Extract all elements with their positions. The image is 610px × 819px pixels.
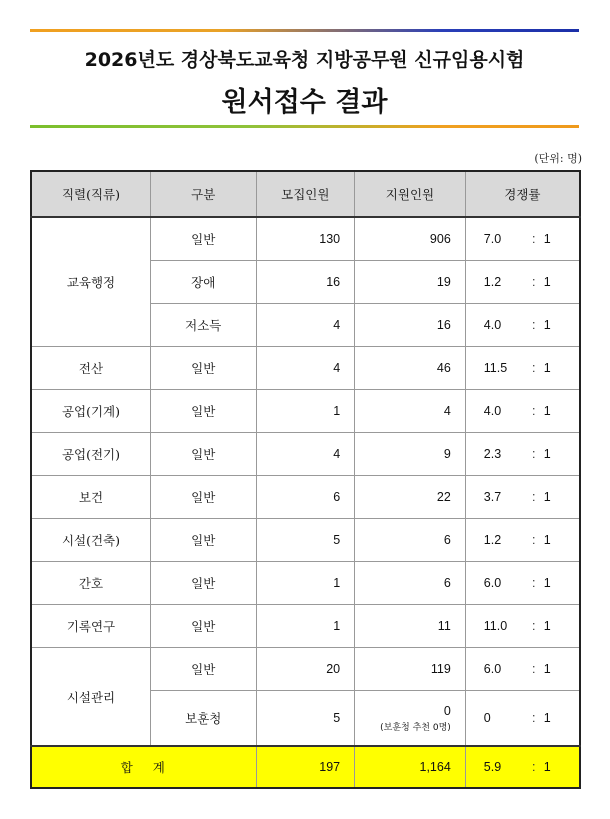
applicants-cell: 6 (355, 562, 466, 605)
ratio-cell: 6.0 : 1 (465, 648, 580, 691)
job-cell: 시설관리 (31, 648, 150, 747)
title-line-1: 2026년도 경상북도교육청 지방공무원 신규임용시험 (84, 49, 525, 71)
total-recruit: 197 (256, 746, 355, 788)
table-row (31, 519, 580, 562)
job-cell: 간호 (31, 562, 150, 605)
ratio-cell: 7.0 : 1 (465, 217, 580, 261)
col-header-recruit: 모집인원 (256, 171, 355, 217)
total-ratio: 5.9 : 1 (465, 746, 580, 788)
table-row (31, 390, 580, 433)
job-cell: 공업(기계) (31, 390, 150, 433)
applicants-cell: 906 (355, 217, 466, 261)
job-cell: 교육행정 (31, 217, 150, 347)
table-row (31, 433, 580, 476)
ratio-cell: 2.3 : 1 (465, 433, 580, 476)
table-row (31, 476, 580, 519)
recruit-cell: 130 (256, 217, 355, 261)
recruit-cell: 4 (256, 347, 355, 390)
ratio-cell: 4.0 : 1 (465, 304, 580, 347)
table-header-row (31, 171, 580, 217)
recruit-cell: 4 (256, 304, 355, 347)
ratio-cell: 1.2 : 1 (465, 261, 580, 304)
title-box (30, 29, 579, 128)
applicants-cell: 11 (355, 605, 466, 648)
recruit-cell: 1 (256, 390, 355, 433)
applicants-cell: 46 (355, 347, 466, 390)
type-cell: 일반 (150, 648, 256, 691)
applicants-cell: 119 (355, 648, 466, 691)
table-row (31, 648, 580, 691)
title-top-bar (30, 29, 579, 32)
type-cell: 일반 (150, 433, 256, 476)
table-row (31, 347, 580, 390)
title-line-2: 원서접수 결과 (221, 87, 388, 118)
col-header-job: 직렬(직류) (31, 171, 150, 217)
table-row (31, 217, 580, 261)
applicants-value: 0 (443, 703, 451, 718)
type-cell: 일반 (150, 476, 256, 519)
applicants-cell (355, 691, 466, 747)
total-applicants: 1,164 (355, 746, 466, 788)
ratio-cell: 3.7 : 1 (465, 476, 580, 519)
type-cell: 일반 (150, 519, 256, 562)
applicants-cell: 9 (355, 433, 466, 476)
type-cell: 일반 (150, 562, 256, 605)
job-cell: 보건 (31, 476, 150, 519)
recruit-cell: 1 (256, 605, 355, 648)
type-cell: 일반 (150, 390, 256, 433)
col-header-ratio: 경쟁률 (465, 171, 580, 217)
ratio-cell: 11.0 : 1 (465, 605, 580, 648)
table-row (31, 562, 580, 605)
job-cell: 기록연구 (31, 605, 150, 648)
applicants-cell: 22 (355, 476, 466, 519)
title-bottom-bar (30, 125, 579, 128)
results-table (30, 170, 581, 789)
recruit-cell: 4 (256, 433, 355, 476)
applicants-cell: 19 (355, 261, 466, 304)
applicants-cell: 6 (355, 519, 466, 562)
recruit-cell: 1 (256, 562, 355, 605)
ratio-cell: 1.2 : 1 (465, 519, 580, 562)
col-header-type: 구분 (150, 171, 256, 217)
applicants-cell: 4 (355, 390, 466, 433)
ratio-cell: 0 : 1 (465, 691, 580, 747)
type-cell: 보훈청 (150, 691, 256, 747)
job-cell: 시설(건축) (31, 519, 150, 562)
job-cell: 전산 (31, 347, 150, 390)
recruit-cell: 6 (256, 476, 355, 519)
recruit-cell: 5 (256, 691, 355, 747)
applicants-note: (보훈청 추천 0명) (380, 722, 451, 733)
recruit-cell: 5 (256, 519, 355, 562)
type-cell: 일반 (150, 217, 256, 261)
col-header-applicants: 지원인원 (355, 171, 466, 217)
total-row (31, 746, 580, 788)
type-cell: 저소득 (150, 304, 256, 347)
ratio-cell: 6.0 : 1 (465, 562, 580, 605)
ratio-cell: 11.5 : 1 (465, 347, 580, 390)
type-cell: 일반 (150, 605, 256, 648)
table-row (31, 605, 580, 648)
type-cell: 장애 (150, 261, 256, 304)
total-label: 합 계 (31, 746, 256, 788)
applicants-cell: 16 (355, 304, 466, 347)
recruit-cell: 16 (256, 261, 355, 304)
type-cell: 일반 (150, 347, 256, 390)
ratio-cell: 4.0 : 1 (465, 390, 580, 433)
job-cell: 공업(전기) (31, 433, 150, 476)
recruit-cell: 20 (256, 648, 355, 691)
unit-label: (단위: 명) (534, 152, 582, 165)
